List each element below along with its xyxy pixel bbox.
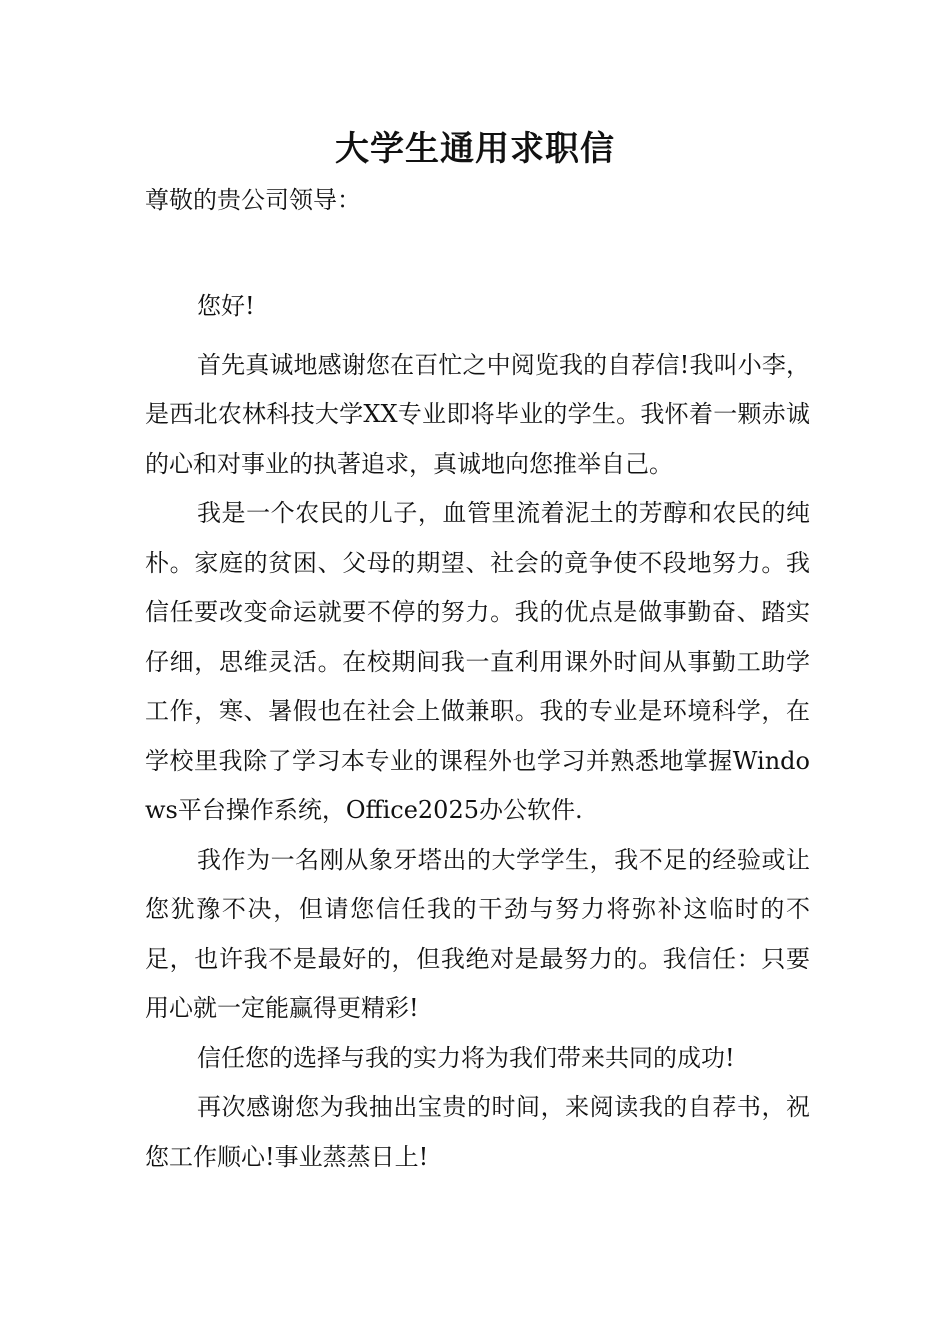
greeting-paragraph: 您好!	[197, 292, 255, 320]
salutation: 尊敬的贵公司领导：	[145, 186, 361, 214]
paragraph-introduction: 首先真诚地感谢您在百忙之中阅览我的自荐信!我叫小李，是西北农林科技大学XX专业即将毕业的学生。我怀着一颗赤诚的心和对事业的执著追求，真诚地向您推举自己。	[145, 350, 810, 478]
paragraph-commitment: 我作为一名刚从象牙塔出的大学学生，我不足的经验或让您犹豫不决，但请您信任我的干劲与努力将弥补这临时的不足，也许我不是最好的，但我绝对是最努力的。我信任：只要用心就一定能赢得更精彩!	[145, 845, 810, 1022]
paragraph-background: 我是一个农民的儿子，血管里流着泥土的芳醇和农民的纯朴。家庭的贫困、父母的期望、社会的竟争使不段地努力。我信任要改变命运就要不停的努力。我的优点是做事勤奋、踏实仔细，思维灵活。在校期间我一直利用课外时间从事勤工助学工作，寒、暑假也在社会上做兼职。我的专业是环境科学，在学校里我除了学习本专业的课程外也学习并熟悉地掌握Windows平台操作系统，Office2025办公软件.	[145, 499, 810, 824]
document-title: 大学生通用求职信	[335, 129, 615, 169]
paragraph-trust: 信任您的选择与我的实力将为我们带来共同的成功!	[197, 1043, 735, 1072]
paragraph-closing: 再次感谢您为我抽出宝贵的时间，来阅读我的自荐书，祝您工作顺心!事业蒸蒸日上!	[145, 1093, 810, 1171]
letter-body	[145, 282, 810, 1182]
